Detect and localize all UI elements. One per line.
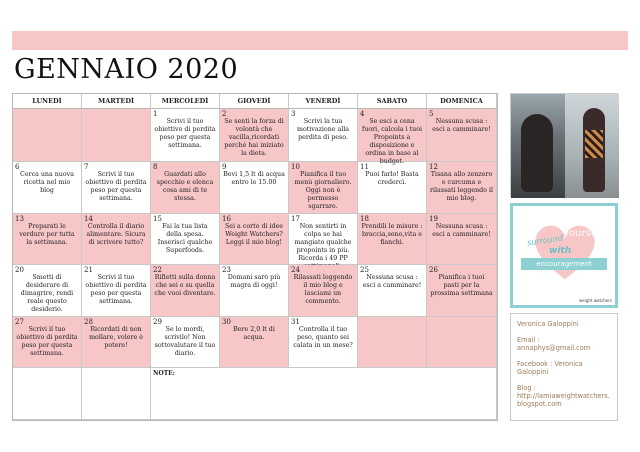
day-number: 22 xyxy=(153,266,162,274)
empty-cell xyxy=(427,317,497,368)
weekday-header: VENERDÌ xyxy=(289,94,358,109)
day-tip: Nessuna scusa : esci a camminare! xyxy=(432,223,491,238)
day-number: 14 xyxy=(84,215,93,223)
empty-cell xyxy=(358,317,427,368)
calendar-day xyxy=(13,317,82,368)
day-number: 21 xyxy=(84,266,93,274)
day-tip: Scrivi la tua motivazione alla perdita di peso. xyxy=(296,118,350,141)
person-before xyxy=(521,114,553,192)
weekday-header: DOMENICA xyxy=(427,94,497,109)
day-tip: Ricordati di non mollare, volere è potere! xyxy=(89,326,143,349)
day-tip: Prendili le misure : braccia,seno,vita e fianchi. xyxy=(361,223,423,246)
day-tip: Rifletti sulla donna che sei e su quella che vuoi diventare. xyxy=(154,274,216,297)
day-number: 8 xyxy=(153,163,158,171)
day-tip: Se senti la forza di volontà che vacilla,ricordati perché hai iniziato la dieta. xyxy=(224,118,284,157)
calendar-day xyxy=(427,109,497,162)
empty-cell xyxy=(82,368,151,420)
day-tip: Nessuna scusa : esci a camminare! xyxy=(432,118,491,133)
day-tip: Cerca una nuova ricetta nel mio blog xyxy=(20,171,74,194)
day-number: 16 xyxy=(222,215,231,223)
calendar-day xyxy=(13,214,82,265)
day-tip: Scrivi il tuo obiettivo di perdita peso per questa settimana. xyxy=(85,274,147,305)
calendar-day xyxy=(289,162,358,214)
day-number: 30 xyxy=(222,318,231,326)
day-number: 31 xyxy=(291,318,300,326)
calendar-day xyxy=(358,214,427,265)
day-tip: Tisana allo zenzero e curcuma e rilassati leggendo il mio blog. xyxy=(430,171,493,202)
calendar-day xyxy=(151,162,220,214)
calendar-day xyxy=(82,317,151,368)
contact-facebook[interactable]: Facebook : Veronica Galoppini xyxy=(517,360,583,376)
day-number: 28 xyxy=(84,318,93,326)
weekday-header: MARTEDÌ xyxy=(82,94,151,109)
contact-blog-url[interactable]: http://lamiaweightwatchers.blogspot.com xyxy=(517,392,610,408)
day-number: 3 xyxy=(291,110,296,118)
day-number: 13 xyxy=(15,215,24,223)
day-tip: Fai la tua lista della spesa. Inserisci qualche Superfoods. xyxy=(157,223,213,254)
day-number: 26 xyxy=(429,266,438,274)
day-tip: Nessuna scusa : esci a camminare! xyxy=(362,274,422,289)
day-tip: Rilassati leggendo il mio blog e lasciami un commento. xyxy=(293,274,353,305)
day-number: 12 xyxy=(429,163,438,171)
day-tip: Se esci a cena fuori, calcola i tuoi Propoints a disposizione e ordina in base al budget. xyxy=(362,118,422,165)
day-number: 27 xyxy=(15,318,24,326)
day-tip: Preparati le verdure per tutta la settimana. xyxy=(19,223,75,246)
day-tip: Bevi 1,5 lt di acqua entro le 15.00 xyxy=(223,171,285,186)
day-tip: Bere 2,0 lt di acqua. xyxy=(233,326,275,341)
badge-word-surround: surround xyxy=(526,233,564,248)
day-tip: Scrivi il tuo obiettivo di perdita peso per questa settimana. xyxy=(154,118,216,149)
day-tip: Se lo mordi, scrivilo! Non sottovalutare il tuo diario. xyxy=(154,326,216,357)
day-number: 19 xyxy=(429,215,438,223)
page-title: GENNAIO 2020 xyxy=(14,54,239,85)
calendar-day xyxy=(151,214,220,265)
calendar-day xyxy=(289,214,358,265)
day-tip: Guardati allo specchio e elenca cosa ami di te stessa. xyxy=(156,171,214,202)
badge-word-with: with xyxy=(549,246,572,256)
calendar-day xyxy=(358,265,427,317)
day-number: 6 xyxy=(15,163,20,171)
day-tip: Smetti di desiderare di dimagrire, rendi reale questo desiderio. xyxy=(20,274,74,313)
day-number: 11 xyxy=(360,163,369,171)
calendar-day xyxy=(427,214,497,265)
day-number: 4 xyxy=(360,110,365,118)
calendar-day xyxy=(82,162,151,214)
day-number: 5 xyxy=(429,110,434,118)
weekday-header: GIOVEDÌ xyxy=(220,94,289,109)
weekday-header: SABATO xyxy=(358,94,427,109)
calendar-day xyxy=(289,109,358,162)
calendar-day xyxy=(289,317,358,368)
day-number: 18 xyxy=(360,215,369,223)
day-number: 20 xyxy=(15,266,24,274)
day-tip: Scrivi il tuo obiettivo di perdita peso per questa settimana. xyxy=(85,171,147,202)
day-number: 2 xyxy=(222,110,227,118)
day-number: 10 xyxy=(291,163,300,171)
calendar-day xyxy=(220,265,289,317)
patterned-dress xyxy=(585,130,603,158)
day-number: 29 xyxy=(153,318,162,326)
calendar-day xyxy=(358,162,427,214)
calendar-day xyxy=(427,265,497,317)
calendar-grid xyxy=(12,93,498,421)
calendar-day xyxy=(220,109,289,162)
day-number: 24 xyxy=(291,266,300,274)
day-tip: Pianifica il tuo menù giornaliero. Oggi non è permesso sgarrare. xyxy=(294,171,352,210)
contact-email[interactable]: annaphys@gmail.com xyxy=(517,344,591,352)
calendar-day xyxy=(82,214,151,265)
contact-name: Veronica Galoppini xyxy=(517,320,579,328)
notes-label: NOTE: xyxy=(153,370,175,377)
day-number: 15 xyxy=(153,215,162,223)
encouragement-badge xyxy=(510,203,618,308)
empty-cell xyxy=(82,109,151,162)
badge-brand: weight watchers xyxy=(579,298,612,303)
badge-word-yourself: yourself xyxy=(563,228,604,239)
calendar-day xyxy=(427,162,497,214)
empty-cell xyxy=(13,109,82,162)
weekday-header: LUNEDÌ xyxy=(13,94,82,109)
calendar-day xyxy=(289,265,358,317)
day-tip: Pianifica i tuoi pasti per la prossima settimana xyxy=(430,274,493,297)
top-pink-bar xyxy=(12,31,628,50)
weekday-header: MERCOLEDÌ xyxy=(151,94,220,109)
day-tip: Controlla il diario alimentare. Sicura di scrivere tutto? xyxy=(86,223,146,246)
day-tip: Controlla il tuo peso, quanto sei calata in un mese? xyxy=(293,326,353,349)
day-number: 1 xyxy=(153,110,158,118)
badge-ribbon: encouragement xyxy=(521,258,607,270)
empty-cell xyxy=(13,368,82,420)
calendar-day xyxy=(220,214,289,265)
before-after-photo xyxy=(510,93,618,197)
contact-email-label: Email : xyxy=(517,336,540,344)
calendar-day xyxy=(82,265,151,317)
notes-cell xyxy=(151,368,497,420)
day-tip: Sei a corto di idee Weight Watchers? Leggi il mio blog! xyxy=(224,223,283,246)
day-number: 23 xyxy=(222,266,231,274)
calendar-day xyxy=(13,265,82,317)
day-number: 9 xyxy=(222,163,227,171)
day-number: 25 xyxy=(360,266,369,274)
calendar-day xyxy=(13,162,82,214)
day-number: 17 xyxy=(291,215,300,223)
contact-box xyxy=(510,313,618,421)
calendar-day xyxy=(151,109,220,162)
day-tip: Puoi farlo! Basta credercì. xyxy=(365,171,419,186)
day-tip: Scrivi il tuo obiettivo di perdita peso per questa settimana. xyxy=(16,326,78,357)
calendar-day xyxy=(220,162,289,214)
day-tip: Non sentirti in colpa se hai mangiato qualche propoints in più. Ricorda i 49 PP xyxy=(294,223,352,262)
contact-blog-label: Blog : xyxy=(517,384,536,392)
day-tip: Domani sarò più magra di oggi! xyxy=(227,274,281,289)
day-number: 7 xyxy=(84,163,89,171)
calendar-day xyxy=(151,317,220,368)
calendar-day xyxy=(220,317,289,368)
calendar-day xyxy=(151,265,220,317)
calendar-day xyxy=(358,109,427,165)
